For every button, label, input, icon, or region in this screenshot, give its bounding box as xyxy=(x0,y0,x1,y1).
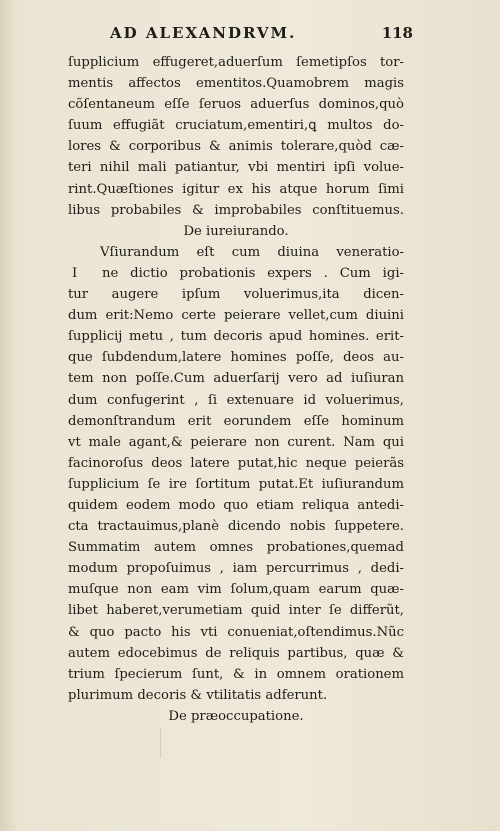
text-line: tur augere ipſum voluerimus,ita dicen- xyxy=(68,287,404,303)
text-line: ne dictio probationis expers . Cum igi- xyxy=(102,265,404,281)
initial-letter: I xyxy=(72,265,78,281)
text-line: demonſtrandum erit eorundem eſſe hominum xyxy=(68,413,404,429)
section-heading: De iureiurando. xyxy=(183,223,289,239)
initial-block xyxy=(68,263,404,284)
text-line: libus probabiles & improbabiles conſtituemus. xyxy=(68,202,404,218)
text-line: lores & corporibus & animis tolerare,quòd cæ- xyxy=(68,139,404,155)
text-line: facinoroſus deos latere putat,hic neque peierãs xyxy=(68,455,404,471)
text-line: dum erit:Nemo certe peierare vellet,cum diuini xyxy=(68,308,404,324)
text-line: tem non poſſe.Cum aduerſarij vero ad iuſiuran xyxy=(68,371,404,387)
text-line: dum confugerint , ſi extenuare id voluerimus, xyxy=(68,392,404,408)
text-line: quidem eodem modo quo etiam reliqua antedi- xyxy=(68,497,404,513)
text-line: Summatim autem omnes probationes,quemad xyxy=(68,540,404,556)
text-line: autem edocebimus de reliquis partibus, quæ & xyxy=(68,645,404,661)
text-line: modum propoſuimus , iam percurrimus , dedi- xyxy=(68,561,404,577)
text-line: ſupplicij metu , tum decoris apud homines. erit- xyxy=(68,329,404,345)
text-line: vt male agant,& peierare non curent. Nam qui xyxy=(68,434,404,450)
text-line: cõſentaneum eſſe ſeruos aduerſus dominos,quò xyxy=(68,97,404,113)
text-line: rint.Quæſtiones igitur ex his atque horum ſimi xyxy=(68,181,404,197)
text-line: cta tractauimus,planè dicendo nobis ſuppetere. xyxy=(68,519,404,535)
text-line: trium ſpecierum ſunt, & in omnem orationem xyxy=(68,666,404,682)
text-line: plurimum decoris & vtilitatis adferunt. xyxy=(68,687,328,703)
section-heading: De præoccupatione. xyxy=(168,708,304,724)
text-line: ſupplicium effugeret,aduerſum ſemetipſos tor- xyxy=(68,55,404,70)
body-text xyxy=(68,52,404,727)
text-line: Vſiurandum eſt cum diuina veneratio- xyxy=(100,244,404,260)
text-line: ſuum effugiãt cruciatum,ementiri,ꝗ multos do- xyxy=(68,118,404,134)
page-header xyxy=(110,24,413,48)
running-head: AD ALEXANDRVM. xyxy=(110,24,297,42)
page-number: 118 xyxy=(381,24,413,42)
text-line: muſque non eam vim ſolum,quam earum quæ- xyxy=(68,582,404,598)
text-line: mentis affectos ementitos.Quamobrem magis xyxy=(68,76,404,92)
show-through-mark xyxy=(160,728,161,758)
text-line: ſupplicium ſe ire ſortitum putat.Et iuſiurandum xyxy=(68,476,404,492)
text-line: que ſubdendum,latere homines poſſe, deos au- xyxy=(68,350,404,366)
text-line: libet haberet,verumetiam quid inter ſe differũt, xyxy=(68,603,404,619)
text-line: & quo pacto his vti conueniat,oſtendimus.Nũc xyxy=(68,624,404,640)
text-line: teri nihil mali patiantur, vbi mentiri ipſi volue- xyxy=(68,160,404,176)
